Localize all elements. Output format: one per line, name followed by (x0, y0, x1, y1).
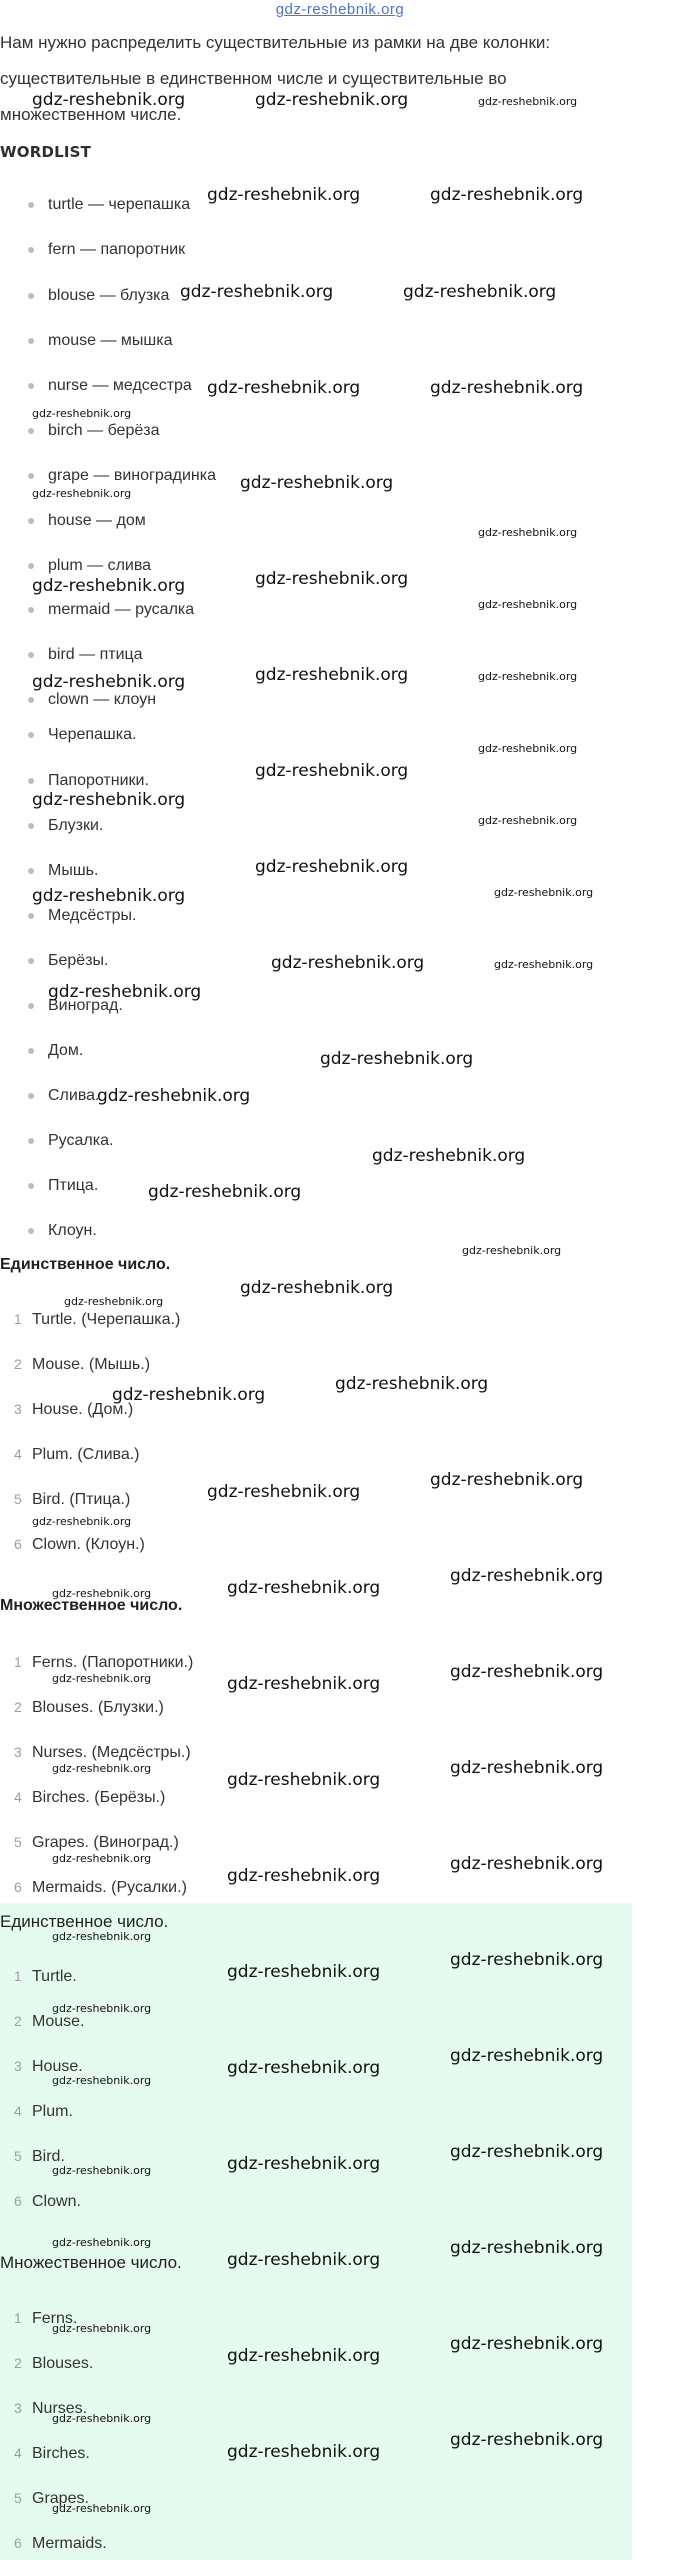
watermark: gdz-reshebnik.org (240, 473, 394, 493)
watermark: gdz-reshebnik.org (227, 1866, 381, 1886)
watermark: gdz-reshebnik.org (450, 2430, 604, 2450)
watermark: gdz-reshebnik.org (227, 2154, 381, 2174)
singular-list-item: 4 Plum. (Слива.) (14, 1446, 140, 1463)
watermark: gdz-reshebnik.org (494, 958, 594, 971)
watermark: gdz-reshebnik.org (148, 1182, 302, 1202)
bullet-icon (28, 607, 34, 613)
task-line-3: множественном числе. (0, 105, 182, 124)
bullet-icon (28, 293, 34, 299)
plural-list-item: 5 Grapes. (Виноград.) (14, 1834, 179, 1851)
watermark: gdz-reshebnik.org (462, 1244, 562, 1257)
watermark: gdz-reshebnik.org (450, 1662, 604, 1682)
wordlist-item: turtle — черепашка (28, 195, 190, 215)
answer-singular-item: 5 Bird. (14, 2148, 65, 2165)
task-line-2: существительные в единственном числе и существительные во (0, 69, 507, 88)
bullet-icon (28, 1138, 34, 1144)
answer-singular-item: 2 Mouse. (14, 2013, 85, 2030)
singular-list-item: 3 House. (Дом.) (14, 1401, 134, 1418)
singular-list-item: 5 Bird. (Птица.) (14, 1491, 131, 1508)
watermark: gdz-reshebnik.org (32, 672, 186, 692)
watermark: gdz-reshebnik.org (227, 1578, 381, 1598)
answer-singular-item: 4 Plum. (14, 2103, 73, 2120)
bullet-icon (28, 1003, 34, 1009)
watermark: gdz-reshebnik.org (32, 487, 132, 500)
bullet-icon (28, 958, 34, 964)
watermark: gdz-reshebnik.org (227, 1962, 381, 1982)
wordlist-item: Мышь. (28, 861, 98, 881)
wordlist-item: mermaid — русалка (28, 600, 194, 620)
watermark: gdz-reshebnik.org (450, 2142, 604, 2162)
watermark: gdz-reshebnik.org (48, 982, 202, 1002)
plural-list-item: 4 Birches. (Берёзы.) (14, 1789, 166, 1806)
wordlist-item: Клоун. (28, 1221, 97, 1241)
bullet-icon (28, 428, 34, 434)
answer-singular-item: 3 House. (14, 2058, 83, 2075)
watermark: gdz-reshebnik.org (478, 742, 578, 755)
bullet-icon (28, 652, 34, 658)
wordlist-item: house — дом (28, 511, 146, 531)
bullet-icon (28, 823, 34, 829)
answer-plural-item: 4 Birches. (14, 2445, 90, 2462)
bullet-icon (28, 913, 34, 919)
wordlist-item: Берёзы. (28, 951, 108, 971)
watermark: gdz-reshebnik.org (52, 2412, 152, 2425)
wordlist-item: nurse — медсестра (28, 376, 192, 396)
watermark: gdz-reshebnik.org (255, 761, 409, 781)
answer-plural-item: 1 Ferns. (14, 2310, 78, 2327)
bullet-icon (28, 778, 34, 784)
watermark: gdz-reshebnik.org (450, 2046, 604, 2066)
watermark: gdz-reshebnik.org (372, 1146, 526, 1166)
answer-plural-item: 6 Mermaids. (14, 2535, 107, 2552)
singular-title: Единственное число. (0, 1256, 171, 1273)
wordlist-item: Виноград. (28, 996, 123, 1016)
bullet-icon (28, 1183, 34, 1189)
watermark: gdz-reshebnik.org (271, 953, 425, 973)
watermark: gdz-reshebnik.org (32, 90, 186, 110)
watermark: gdz-reshebnik.org (255, 857, 409, 877)
watermark: gdz-reshebnik.org (52, 2236, 152, 2249)
watermark: gdz-reshebnik.org (450, 2238, 604, 2258)
wordlist-item: bird — птица (28, 645, 143, 665)
wordlist-item: Птица. (28, 1176, 98, 1196)
answer-plural-item: 5 Grapes. (14, 2490, 89, 2507)
singular-list-item: 6 Clown. (Клоун.) (14, 1536, 145, 1553)
watermark: gdz-reshebnik.org (478, 95, 578, 108)
answer-singular-item: 1 Turtle. (14, 1968, 77, 1985)
watermark: gdz-reshebnik.org (335, 1374, 489, 1394)
bullet-icon (28, 732, 34, 738)
watermark: gdz-reshebnik.org (255, 665, 409, 685)
watermark: gdz-reshebnik.org (320, 1049, 474, 1069)
bullet-icon (28, 868, 34, 874)
watermark: gdz-reshebnik.org (478, 814, 578, 827)
bullet-icon (28, 338, 34, 344)
watermark: gdz-reshebnik.org (207, 1482, 361, 1502)
watermark: gdz-reshebnik.org (450, 1758, 604, 1778)
watermark: gdz-reshebnik.org (227, 1770, 381, 1790)
watermark: gdz-reshebnik.org (478, 670, 578, 683)
bullet-icon (28, 473, 34, 479)
watermark: gdz-reshebnik.org (32, 886, 186, 906)
watermark: gdz-reshebnik.org (52, 1762, 152, 1775)
bullet-icon (28, 1228, 34, 1234)
bullet-icon (28, 518, 34, 524)
answer-plural-title: Множественное число. (0, 2253, 182, 2272)
watermark: gdz-reshebnik.org (227, 2058, 381, 2078)
bullet-icon (28, 697, 34, 703)
wordlist-item: blouse — блузка (28, 286, 169, 306)
watermark: gdz-reshebnik.org (255, 569, 409, 589)
plural-list-item: 6 Mermaids. (Русалки.) (14, 1879, 187, 1896)
watermark: gdz-reshebnik.org (430, 185, 584, 205)
bullet-icon (28, 202, 34, 208)
watermark: gdz-reshebnik.org (52, 2074, 152, 2087)
singular-list-item: 2 Mouse. (Мышь.) (14, 1356, 151, 1373)
watermark: gdz-reshebnik.org (97, 1086, 251, 1106)
wordlist-item: fern — папоротник (28, 240, 185, 260)
watermark: gdz-reshebnik.org (227, 2250, 381, 2270)
wordlist-item: clown — клоун (28, 690, 156, 710)
bullet-icon (28, 1093, 34, 1099)
watermark: gdz-reshebnik.org (450, 1950, 604, 1970)
watermark: gdz-reshebnik.org (450, 2334, 604, 2354)
wordlist-item: Папоротники. (28, 771, 149, 791)
watermark: gdz-reshebnik.org (52, 2164, 152, 2177)
watermark: gdz-reshebnik.org (240, 1278, 394, 1298)
wordlist-item: birch — берёза (28, 421, 159, 441)
watermark: gdz-reshebnik.org (52, 1672, 152, 1685)
answer-plural-item: 2 Blouses. (14, 2355, 94, 2372)
watermark: gdz-reshebnik.org (227, 1674, 381, 1694)
site-logo[interactable]: gdz-reshebnik.org (275, 1, 405, 18)
wordlist-item: Слива. (28, 1086, 100, 1106)
watermark: gdz-reshebnik.org (227, 2346, 381, 2366)
watermark: gdz-reshebnik.org (52, 1930, 152, 1943)
answer-singular-title: Единственное число. (0, 1912, 169, 1931)
watermark: gdz-reshebnik.org (52, 1852, 152, 1865)
wordlist-item: plum — слива (28, 556, 151, 576)
watermark: gdz-reshebnik.org (52, 2002, 152, 2015)
plural-list-item: 2 Blouses. (Блузки.) (14, 1699, 164, 1716)
plural-list-item: 3 Nurses. (Медсёстры.) (14, 1744, 191, 1761)
singular-list-item: 1 Turtle. (Черепашка.) (14, 1311, 181, 1328)
watermark: gdz-reshebnik.org (478, 598, 578, 611)
watermark: gdz-reshebnik.org (207, 378, 361, 398)
watermark: gdz-reshebnik.org (112, 1385, 266, 1405)
plural-list-item: 1 Ferns. (Папоротники.) (14, 1654, 194, 1671)
watermark: gdz-reshebnik.org (227, 2442, 381, 2462)
watermark: gdz-reshebnik.org (52, 1587, 152, 1600)
wordlist-item: Русалка. (28, 1131, 113, 1151)
watermark: gdz-reshebnik.org (478, 526, 578, 539)
watermark: gdz-reshebnik.org (32, 1515, 132, 1528)
wordlist-item: Дом. (28, 1041, 83, 1061)
watermark: gdz-reshebnik.org (180, 282, 334, 302)
bullet-icon (28, 383, 34, 389)
task-line-1: Нам нужно распределить существительные из рамки на две колонки: (0, 33, 551, 52)
bullet-icon (28, 563, 34, 569)
watermark: gdz-reshebnik.org (403, 282, 557, 302)
wordlist-item: mouse — мышка (28, 331, 173, 351)
watermark: gdz-reshebnik.org (32, 407, 132, 420)
watermark: gdz-reshebnik.org (32, 576, 186, 596)
watermark: gdz-reshebnik.org (450, 1566, 604, 1586)
answer-plural-item: 3 Nurses. (14, 2400, 88, 2417)
bullet-icon (28, 247, 34, 253)
watermark: gdz-reshebnik.org (255, 90, 409, 110)
plural-title: Множественное число. (0, 1597, 183, 1614)
bullet-icon (28, 1048, 34, 1054)
watermark: gdz-reshebnik.org (32, 790, 186, 810)
watermark: gdz-reshebnik.org (430, 378, 584, 398)
watermark: gdz-reshebnik.org (430, 1470, 584, 1490)
wordlist-item: Блузки. (28, 816, 103, 836)
wordlist-item: grape — виноградинка (28, 466, 216, 486)
watermark: gdz-reshebnik.org (207, 185, 361, 205)
answer-singular-item: 6 Clown. (14, 2193, 81, 2210)
wordlist-heading: WORDLIST (0, 143, 92, 161)
watermark: gdz-reshebnik.org (52, 2502, 152, 2515)
wordlist-item: Медсёстры. (28, 906, 136, 926)
watermark: gdz-reshebnik.org (450, 1854, 604, 1874)
watermark: gdz-reshebnik.org (494, 886, 594, 899)
wordlist-item: Черепашка. (28, 725, 136, 745)
watermark: gdz-reshebnik.org (64, 1295, 164, 1308)
watermark: gdz-reshebnik.org (52, 2322, 152, 2335)
